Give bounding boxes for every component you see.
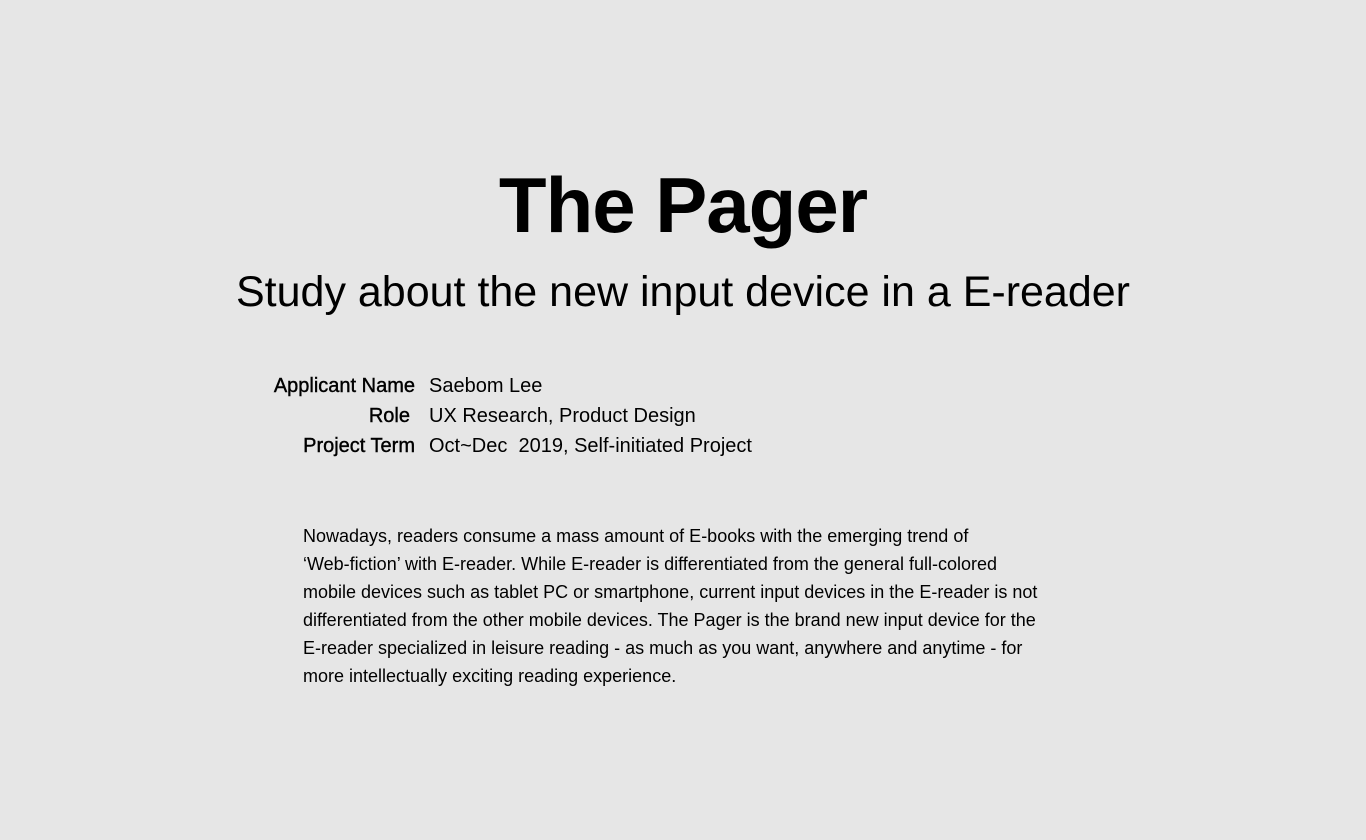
role-value: UX Research, Product Design	[429, 405, 696, 427]
page-title: The Pager	[498, 161, 868, 249]
project-term-label: Project Term	[303, 435, 415, 457]
description-line: mobile devices such as tablet PC or smartphone, current input devices in the E-reader is not	[303, 582, 1038, 602]
description-line: E-reader specialized in leisure reading - as much as you want, anywhere and anytime - for	[303, 638, 1023, 658]
applicant-name-value: Saebom Lee	[429, 375, 543, 397]
description-line: differentiated from the other mobile devices. The Pager is the brand new input device for the	[303, 610, 1036, 630]
page-subtitle: Study about the new input device in a E-reader	[235, 268, 1130, 316]
description-line: more intellectually exciting reading experience.	[303, 666, 677, 686]
role-label: Role	[368, 405, 410, 427]
meta-row-role	[200, 401, 900, 431]
project-term-value: Oct~Dec 2019, Self-initiated Project	[429, 435, 752, 457]
description-line: Nowadays, readers consume a mass amount of E-books with the emerging trend of	[303, 526, 969, 546]
meta-row-project-term	[200, 431, 900, 461]
project-description	[303, 522, 1063, 690]
meta-row-applicant	[200, 371, 900, 401]
project-meta	[200, 371, 900, 461]
applicant-name-label: Applicant Name	[273, 375, 415, 397]
description-line: ‘Web-fiction’ with E-reader. While E-reader is differentiated from the general full-colored	[303, 554, 997, 574]
